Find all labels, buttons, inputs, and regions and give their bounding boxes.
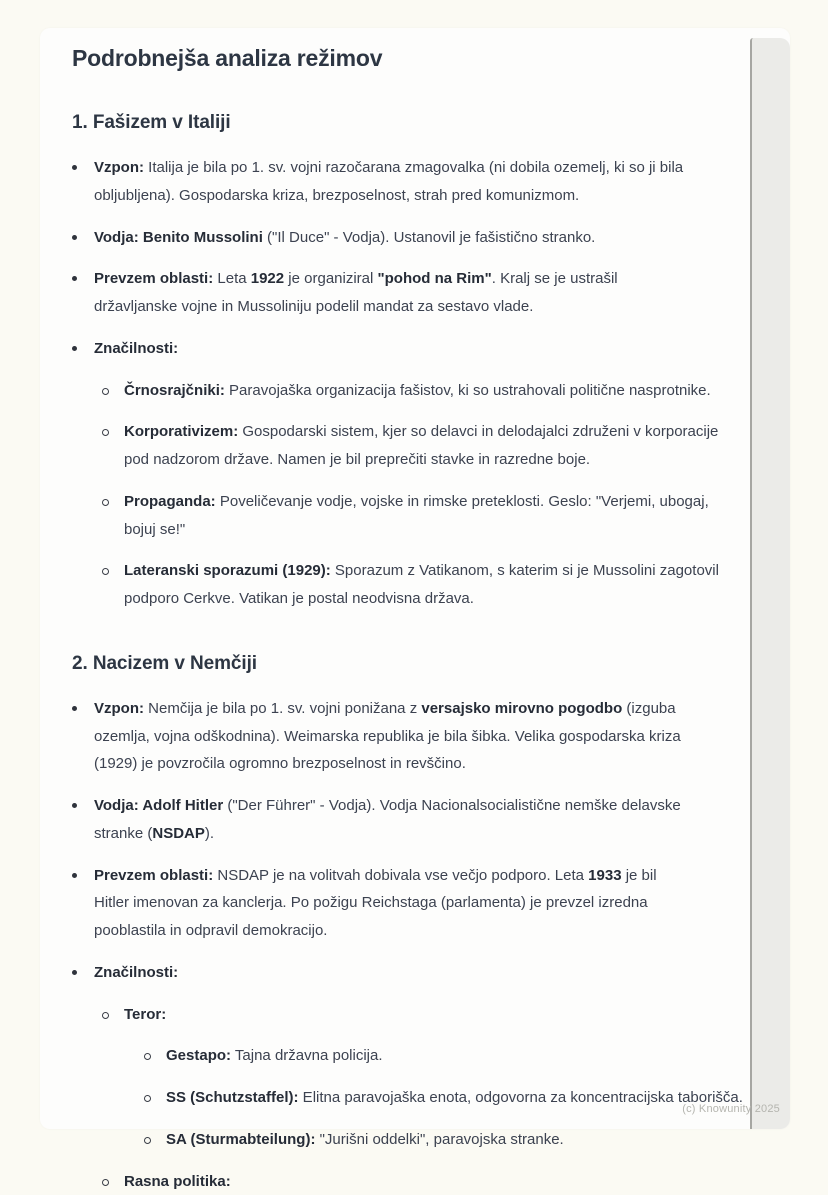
list-item-text: Vzpon: Italija je bila po 1. sv. vojni razočarana zmagovalka (ni dobila ozemelj, ki so ji bila obljubljena). Gospodarska kriza, brezposelnost, strah pred komunizmom.: [94, 154, 692, 210]
list-item-text: Korporativizem: Gospodarski sistem, kjer so delavci in delodajalci združeni v korporacije pod nadzorom države. Namen je bil preprečiti stavke in razredne boje.: [124, 418, 722, 474]
watermark: (c) Knowunity 2025: [682, 1103, 780, 1115]
circle-icon: [102, 499, 109, 506]
list-item: [72, 154, 692, 210]
list-item: [102, 418, 722, 474]
list-item-row: [72, 959, 692, 987]
list-item-row: [102, 1168, 722, 1195]
list-item-text: SS (Schutzstaffel): Elitna paravojaška enota, odgovorna za koncentracijska taborišča.: [166, 1084, 764, 1112]
list-item-row: [72, 335, 692, 363]
bullet-list: [72, 154, 692, 613]
list-item-text: Vzpon: Nemčija je bila po 1. sv. vojni ponižana z versajsko mirovno pogodbo (izguba ozemlja, vojna odškodnina). Weimarska republika je bila šibka. Velika gospodarska kriza (1929) je povzročila ogromno brezposelnost in revščino.: [94, 695, 692, 778]
bullet-dot-icon: [72, 862, 94, 878]
list-item-row: [102, 377, 722, 405]
circle-icon: [102, 1012, 109, 1019]
sections-container: [72, 112, 700, 1195]
list-item-text: Propaganda: Poveličevanje vodje, vojske in rimske preteklosti. Geslo: "Verjemi, ubogaj, bojuj se!": [124, 488, 722, 544]
list-item-text: Teror:: [124, 1001, 722, 1029]
bullet-circle-icon: [102, 488, 124, 506]
list-item: [72, 335, 692, 613]
list-item: [72, 224, 692, 252]
dot-icon: [72, 276, 77, 281]
list-item-row: [72, 862, 692, 945]
list-item: [72, 959, 692, 1195]
bullet-list: [102, 1001, 722, 1195]
bullet-dot-icon: [72, 265, 94, 281]
list-item: [72, 792, 692, 848]
circle-icon: [144, 1095, 151, 1102]
list-item-row: [72, 265, 692, 321]
list-item-row: [72, 695, 692, 778]
list-item-text: Značilnosti:: [94, 959, 692, 987]
list-item: [144, 1042, 764, 1070]
list-item-text: Črnosrajčniki: Paravojaška organizacija fašistov, ki so ustrahovali politične nasprotnike.: [124, 377, 722, 405]
nested-list: [102, 1042, 722, 1153]
section-heading: 2. Nacizem v Nemčiji: [72, 653, 700, 675]
bullet-list: [144, 1042, 764, 1153]
dot-icon: [72, 165, 77, 170]
bullet-circle-icon: [144, 1084, 166, 1102]
list-item-row: [144, 1042, 764, 1070]
section-heading: 1. Fašizem v Italiji: [72, 112, 700, 134]
list-item-row: [102, 557, 722, 613]
dot-icon: [72, 873, 77, 878]
circle-icon: [102, 429, 109, 436]
dot-icon: [72, 706, 77, 711]
bullet-circle-icon: [102, 557, 124, 575]
dot-icon: [72, 803, 77, 808]
bullet-dot-icon: [72, 792, 94, 808]
list-item-text: Gestapo: Tajna državna policija.: [166, 1042, 764, 1070]
list-item-row: [102, 488, 722, 544]
dot-icon: [72, 235, 77, 240]
list-item: [144, 1084, 764, 1112]
list-item-text: Značilnosti:: [94, 335, 692, 363]
list-item-text: Prevzem oblasti: NSDAP je na volitvah dobivala vse večjo podporo. Leta 1933 je bil Hitler imenovan za kanclerja. Po požigu Reichstaga (parlamenta) je prevzel izredna pooblastila in odpravil demokracijo.: [94, 862, 692, 945]
list-item: [102, 377, 722, 405]
circle-icon: [102, 568, 109, 575]
list-item: [72, 265, 692, 321]
bullet-dot-icon: [72, 154, 94, 170]
list-item: [102, 557, 722, 613]
list-item: [102, 1168, 722, 1195]
bullet-dot-icon: [72, 335, 94, 351]
nested-list: [72, 1001, 692, 1195]
bullet-circle-icon: [144, 1042, 166, 1060]
dot-icon: [72, 970, 77, 975]
bullet-circle-icon: [102, 377, 124, 395]
circle-icon: [144, 1137, 151, 1144]
bullet-list: [72, 695, 692, 1195]
list-item-text: Rasna politika:: [124, 1168, 722, 1195]
bullet-circle-icon: [144, 1126, 166, 1144]
list-item: [102, 1001, 722, 1154]
list-item: [72, 695, 692, 778]
list-item-row: [72, 224, 692, 252]
list-item-row: [144, 1084, 764, 1112]
page-content: [40, 28, 700, 1195]
list-item-row: [102, 418, 722, 474]
list-item-row: [144, 1126, 764, 1154]
page-edge-strip: [750, 38, 790, 1129]
list-item: [144, 1126, 764, 1154]
list-item-text: Lateranski sporazumi (1929): Sporazum z Vatikanom, s katerim si je Mussolini zagotovil podporo Cerkve. Vatikan je postal neodvisna država.: [124, 557, 722, 613]
bullet-dot-icon: [72, 959, 94, 975]
page-title: Podrobnejša analiza režimov: [72, 45, 700, 72]
list-item: [72, 862, 692, 945]
list-item-row: [72, 154, 692, 210]
bullet-list: [102, 377, 722, 613]
bullet-circle-icon: [102, 418, 124, 436]
bullet-dot-icon: [72, 695, 94, 711]
document-page: [40, 28, 790, 1129]
list-item-row: [72, 792, 692, 848]
nested-list: [72, 377, 692, 613]
bullet-circle-icon: [102, 1168, 124, 1186]
list-item: [102, 488, 722, 544]
list-item-text: Vodja: Adolf Hitler ("Der Führer" - Vodja). Vodja Nacionalsocialistične nemške delavske stranke (NSDAP).: [94, 792, 692, 848]
list-item-text: SA (Sturmabteilung): "Jurišni oddelki", paravojska stranke.: [166, 1126, 764, 1154]
list-item-text: Vodja: Benito Mussolini ("Il Duce" - Vodja). Ustanovil je fašistično stranko.: [94, 224, 692, 252]
bullet-dot-icon: [72, 224, 94, 240]
circle-icon: [102, 388, 109, 395]
circle-icon: [144, 1053, 151, 1060]
circle-icon: [102, 1179, 109, 1186]
dot-icon: [72, 346, 77, 351]
bullet-circle-icon: [102, 1001, 124, 1019]
list-item-text: Prevzem oblasti: Leta 1922 je organiziral "pohod na Rim". Kralj se je ustrašil državljanske vojne in Mussoliniju podelil mandat za sestavo vlade.: [94, 265, 692, 321]
list-item-row: [102, 1001, 722, 1029]
